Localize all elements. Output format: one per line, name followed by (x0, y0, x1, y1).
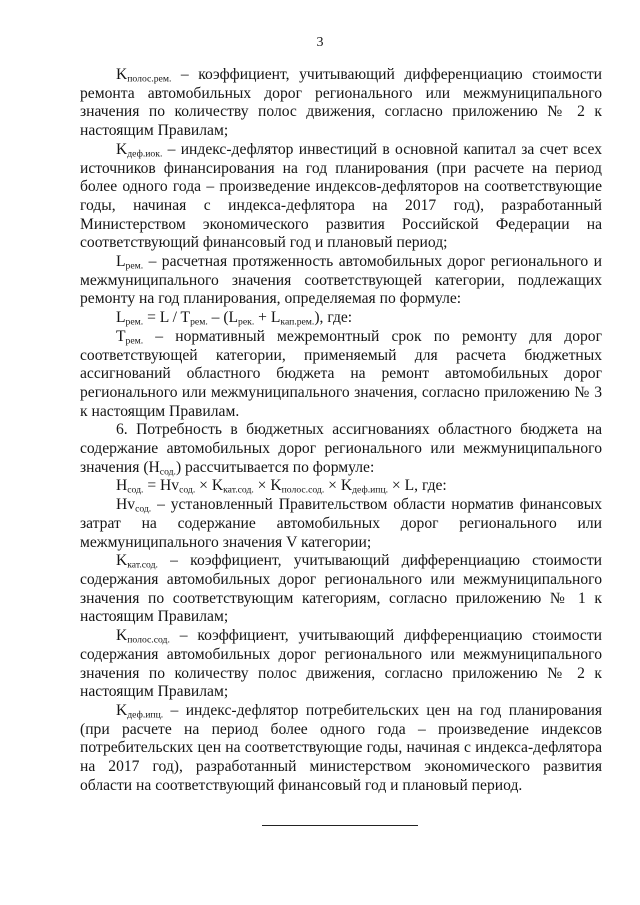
subscript: рем. (125, 316, 144, 328)
text-run: × K (324, 477, 353, 495)
paragraph (80, 421, 602, 477)
text-run: – коэффициент, учитывающий дифференциацию стоимости содержания автомобильных дорог регионального или межмуниципального значения по соответствующим категориям, согласно приложению № 1 к настоящим Правилам; (80, 552, 602, 626)
paragraph (80, 496, 602, 552)
subscript: рем. (190, 316, 208, 328)
subscript: сод. (159, 466, 176, 478)
subscript: деф.иок. (127, 148, 163, 160)
text-run: L (116, 253, 126, 271)
text-run: = L / T (143, 309, 191, 327)
paragraph (80, 66, 602, 141)
text-run: – коэффициент, учитывающий дифференциацию стоимости ремонта автомобильных дорог регионального или межмуниципального значения по количеству полос движения, согласно приложению № 2 к настоящим Правилам; (80, 66, 602, 140)
subscript: кап.рем. (280, 316, 315, 328)
subscript: полос.сод. (127, 634, 170, 646)
text-run: – установленный Правительством области норматив финансовых затрат на содержание автомобильных дорог регионального или межмуниципального значения V категории; (80, 496, 602, 551)
subscript: рем. (125, 260, 144, 272)
text-run: – индекс-дефлятор инвестиций в основной капитал за счет всех источников финансирования на год планирования (при расчете на период более одного года – произведение индексов-дефляторов на соответствующие годы, начиная с индекса-дефлятора на 2017 год), разработанный Министерством экономического развития Российской Федерации на соответствующий финансовый год и плановый период; (80, 140, 602, 252)
text-run: 6. Потребность в бюджетных ассигнованиях областного бюджета на содержание автомобильных дорог регионального или межмуниципального значения (H (80, 421, 602, 476)
text-run: K (116, 552, 128, 570)
subscript: сод. (179, 484, 196, 496)
subscript: деф.ипц. (352, 484, 389, 496)
text-run: × K (253, 477, 282, 495)
text-run: × L, где: (388, 477, 447, 495)
text-run: – нормативный межремонтный срок по ремонту для дорог соответствующей категории, применяемый для расчета бюджетных ассигнований областного бюджета на ремонт автомобильных дорог регионального или межмуниципального значения, согласно приложению № 3 к настоящим Правилам. (80, 327, 602, 420)
subscript: полос.сод. (281, 484, 325, 496)
text-run: K (116, 140, 128, 158)
subscript: полос.рем. (127, 73, 172, 85)
paragraph (80, 141, 602, 253)
subscript: кат.сод. (127, 559, 158, 571)
text-run: = Hv (143, 477, 180, 495)
text-run: T (116, 327, 126, 345)
text-run: K (116, 66, 128, 83)
formula (80, 477, 602, 496)
text-run: – расчетная протяженность автомобильных дорог регионального и межмуниципального значения соответствующей категории, подлежащих ремонту на год планирования, определяемая по формуле: (80, 253, 602, 308)
text-run: + L (254, 309, 281, 327)
subscript: сод. (135, 503, 152, 515)
document-body (80, 66, 602, 795)
subscript: деф.ипц. (127, 709, 164, 721)
footer-separator-line (262, 825, 418, 826)
text-run: H (116, 477, 128, 495)
subscript: сод. (127, 484, 144, 496)
subscript: кат.сод. (223, 484, 254, 496)
text-run: Hv (116, 496, 136, 514)
text-run: K (116, 701, 128, 719)
text-run: K (116, 627, 128, 645)
text-run: ) рассчитывается по формуле: (175, 458, 375, 476)
text-run: × K (195, 477, 224, 495)
subscript: рем. (125, 335, 144, 347)
text-run: – коэффициент, учитывающий дифференциацию стоимости содержания автомобильных дорог регионального или межмуниципального значения по количеству полос движения, согласно приложению № 2 к настоящим Правилам; (80, 627, 602, 701)
paragraph (80, 702, 602, 796)
subscript: рек. (238, 316, 255, 328)
text-run: – (L (207, 309, 239, 327)
text-run: – индекс-дефлятор потребительских цен на год планирования (при расчете на период более одного года – произведение индексов потребительских цен на соответствующие годы, начиная с индекса-дефлятора на 2017 год), разработанный министерством экономического развития области на соответствующий финансовый год и плановый период. (80, 701, 602, 794)
text-run: L (116, 309, 126, 327)
paragraph (80, 328, 602, 422)
page-number: 3 (316, 35, 324, 50)
text-run: ), где: (314, 309, 353, 327)
paragraph (80, 253, 602, 309)
paragraph (80, 627, 602, 702)
formula (80, 309, 602, 328)
paragraph (80, 552, 602, 627)
